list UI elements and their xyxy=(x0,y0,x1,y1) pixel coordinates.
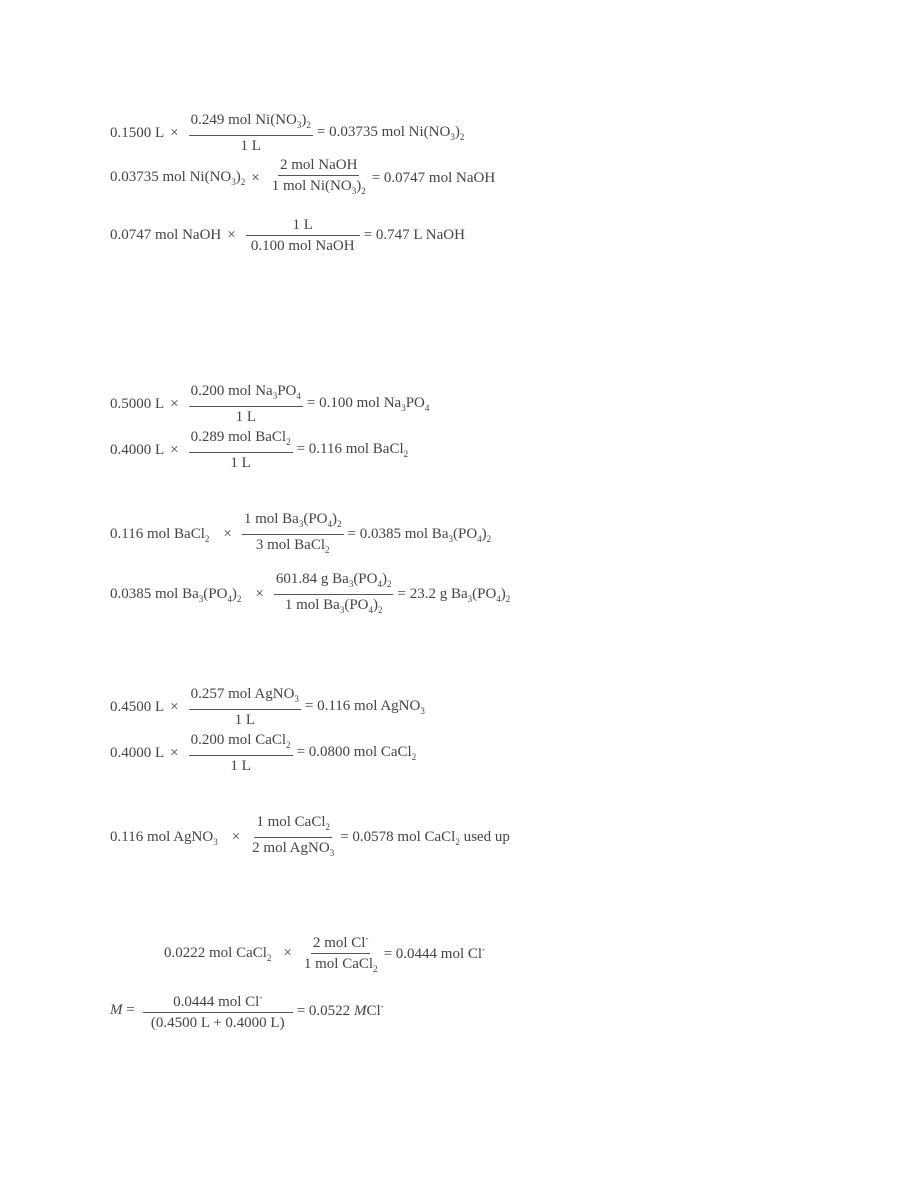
eq-s3-3 xyxy=(110,812,510,863)
numerator: 1 mol $Ba_3(PO_4)_2$ xyxy=(242,509,344,535)
lhs: 0.4500 L xyxy=(110,698,165,715)
fraction xyxy=(274,569,394,620)
lhs: 0.4000 L xyxy=(110,744,165,761)
times-symbol: × xyxy=(227,227,236,243)
eq-s3-1 xyxy=(110,684,425,730)
eq-s2-2 xyxy=(110,427,408,473)
eq-s2-1 xyxy=(110,381,429,427)
rhs: = 0.0385 mol $Ba_3(PO_4)_2$ xyxy=(347,525,492,544)
denominator: 1 L xyxy=(230,758,251,774)
denominator: 1 L xyxy=(230,455,251,471)
fraction xyxy=(189,684,301,730)
numerator: 0.249 mol $Ni(NO_3)_2$ xyxy=(189,110,313,136)
rhs: = 0.116 mol AgNO$_3$ xyxy=(304,698,425,716)
rhs: = 23.2 g $Ba_3(PO_4)_2$ xyxy=(397,585,511,604)
numerator: 0.200 mol $Na_3PO_4$ xyxy=(189,381,303,407)
times-symbol: × xyxy=(231,829,241,845)
eq-s1-2 xyxy=(110,155,495,201)
denominator: 1 mol $Ba_3(PO_4)_2$ xyxy=(284,597,383,615)
fraction xyxy=(246,215,360,256)
denominator: 0.100 mol NaOH xyxy=(250,238,355,254)
numerator: 1 mol CaCl$_2$ xyxy=(254,812,332,838)
numerator: 0.200 mol CaCl$_2$ xyxy=(189,730,293,756)
lhs: 0.0385 mol $Ba_3(PO_4)_2$ xyxy=(110,585,242,604)
times-symbol: × xyxy=(255,586,264,602)
denominator: (0.4500 L + 0.4000 L) xyxy=(150,1015,285,1031)
eq-s4-2 xyxy=(110,987,384,1033)
rhs: = 0.747 L NaOH xyxy=(363,227,465,243)
times-symbol: × xyxy=(170,698,179,715)
denominator: 1 mol $Ni(NO_3)_2$ xyxy=(271,178,366,196)
denominator: 3 mol BaCl$_2$ xyxy=(255,537,330,555)
denominator: 1 L xyxy=(234,712,255,728)
rhs: = 0.116 mol BaCl$_2$ xyxy=(296,441,409,459)
rhs: = 0.0444 mol Cl- xyxy=(383,944,486,962)
lhs: 0.116 mol BaCl$_2$ xyxy=(110,525,210,544)
numerator: 1 L xyxy=(246,215,360,236)
lhs: 0.4000 L xyxy=(110,441,165,458)
numerator: 0.0444 mol Cl- xyxy=(143,987,293,1013)
denominator: 2 mol AgNO$_3$ xyxy=(252,840,335,858)
fraction xyxy=(189,427,293,473)
denominator: 1 L xyxy=(240,138,261,154)
times-symbol: × xyxy=(283,945,292,961)
eq-s2-3 xyxy=(110,509,491,560)
eq-s4-1 xyxy=(164,928,485,979)
times-symbol: × xyxy=(170,441,179,458)
fraction xyxy=(143,987,293,1033)
fraction xyxy=(189,381,303,427)
times-symbol: × xyxy=(223,526,232,542)
rhs: = 0.0522 MCl- xyxy=(296,1000,384,1019)
eq-s2-4 xyxy=(110,569,510,620)
times-symbol: × xyxy=(170,395,179,412)
denominator: 1 mol CaCl$_2$ xyxy=(303,956,378,974)
fraction xyxy=(189,730,293,776)
lhs: M = xyxy=(110,1001,135,1018)
numerator: 0.289 mol BaCl$_2$ xyxy=(189,427,293,453)
rhs: = 0.0578 mol CaCl$_2$ used up xyxy=(340,828,510,847)
lhs: 0.5000 L xyxy=(110,395,165,412)
rhs: = 0.0800 mol CaCl$_2$ xyxy=(296,744,417,762)
fraction xyxy=(250,812,336,863)
eq-s1-3 xyxy=(110,215,465,256)
fraction xyxy=(302,928,380,979)
fraction xyxy=(189,110,313,156)
eq-s1-1 xyxy=(110,110,464,156)
lhs: 0.0747 mol NaOH xyxy=(110,227,222,243)
eq-s3-2 xyxy=(110,730,416,776)
numerator: 0.257 mol AgNO$_3$ xyxy=(189,684,301,710)
numerator: 2 mol Cl- xyxy=(311,928,371,954)
lhs: 0.03735 mol $Ni(NO_3)_2$ xyxy=(110,169,246,187)
fraction xyxy=(242,509,344,560)
times-symbol: × xyxy=(170,744,179,761)
times-symbol: × xyxy=(251,169,260,186)
numerator: 2 mol NaOH xyxy=(278,155,360,176)
denominator: 1 L xyxy=(235,409,256,425)
rhs: = 0.0747 mol NaOH xyxy=(371,169,496,186)
lhs: 0.1500 L xyxy=(110,124,165,141)
fraction xyxy=(270,155,368,201)
rhs: = 0.03735 mol $Ni(NO_3)_2$ xyxy=(316,124,465,142)
numerator: 601.84 g $Ba_3(PO_4)_2$ xyxy=(274,569,394,595)
rhs: = 0.100 mol $Na_3PO_4$ xyxy=(306,395,430,413)
lhs: 0.116 mol AgNO$_3$ xyxy=(110,828,218,847)
times-symbol: × xyxy=(170,124,179,141)
lhs: 0.0222 mol CaCl$_2$ xyxy=(164,944,272,963)
